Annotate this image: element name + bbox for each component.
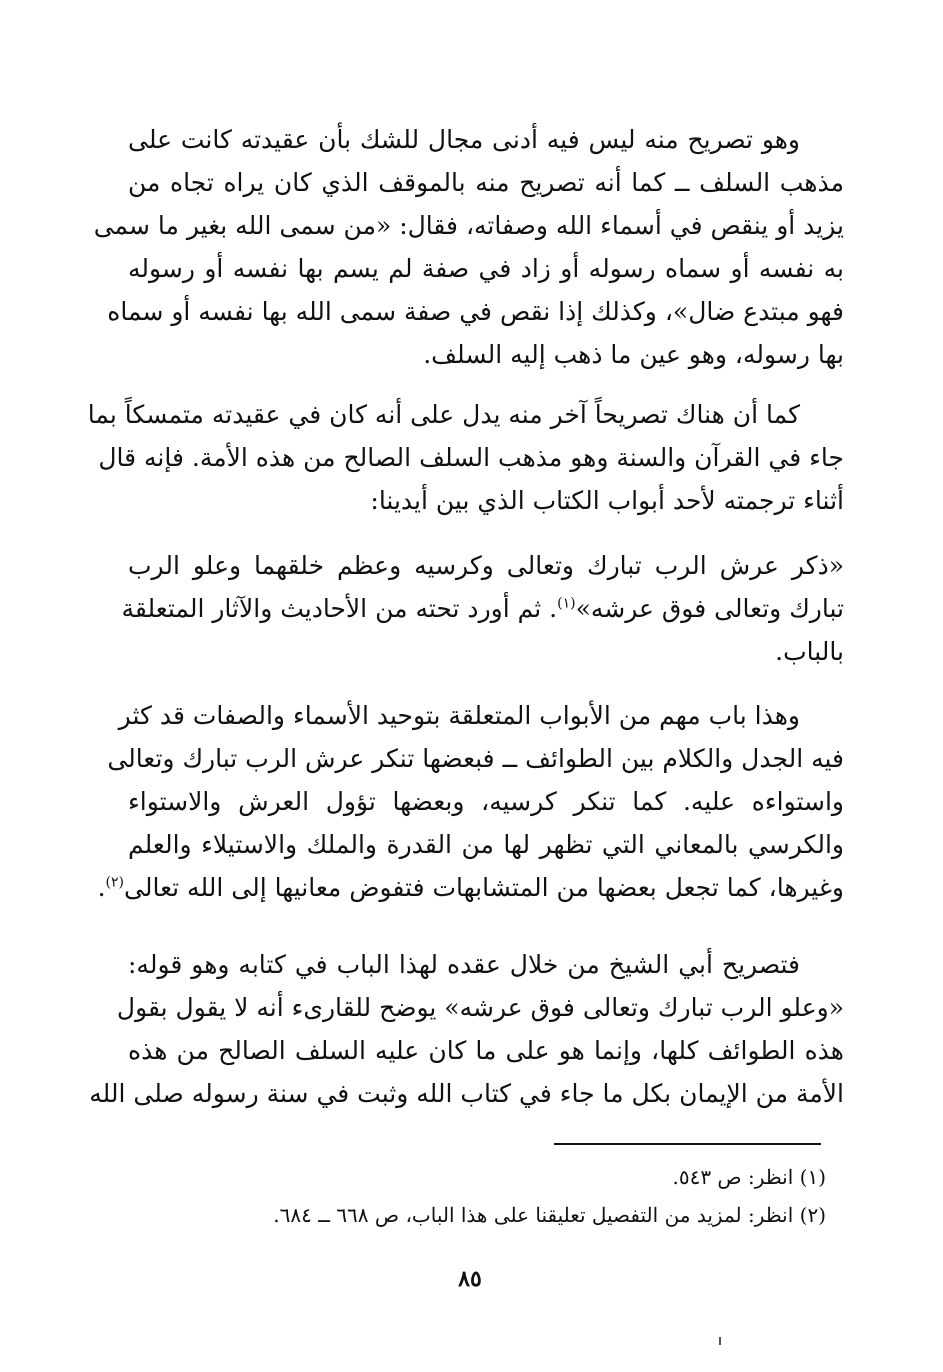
footnote-ref-2: (٢) — [105, 874, 125, 891]
paragraph-line: كما أن هناك تصريحاً آخر منه يدل على أنه كان في عقيدته متمسكاً بما — [87, 400, 800, 429]
paragraph-1 — [93, 118, 844, 376]
paragraph-2 — [87, 393, 844, 522]
paragraph-line: فهو مبتدع ضال»، وكذلك إذا نقص في صفة سمى الله بها نفسه أو سماه — [107, 297, 844, 326]
paragraph-line: واستواءه عليه. كما تنكر كرسيه، وبعضها تؤول العرش والاستواء — [128, 787, 844, 816]
paragraph-line: فتصريح أبي الشيخ من خلال عقده لهذا الباب في كتابه وهو قوله: — [128, 950, 800, 979]
paragraph-line: به نفسه أو سماه رسوله أو زاد في صفة لم يسم بها نفسه أو رسوله — [128, 254, 844, 283]
paragraph-text: . ثم أورد تحته من الأحاديث والآثار المتعلقة — [121, 594, 558, 623]
paragraph-line: والكرسي بالمعاني التي تظهر لها من القدرة والملك والاستيلاء والعلم — [128, 830, 844, 859]
page-number: ٨٥ — [458, 1266, 482, 1292]
paragraph-line: جاء في القرآن والسنة وهو مذهب السلف الصالح من هذه الأمة. فإنه قال — [98, 443, 844, 472]
quotation-line — [121, 587, 844, 630]
scan-mark — [719, 1337, 721, 1345]
paragraph-3 — [121, 544, 844, 673]
paragraph-4 — [97, 694, 844, 909]
paragraph-text: . — [97, 873, 106, 902]
footnote-ref-1: (١) — [557, 595, 576, 612]
paragraph-line: فيه الجدل والكلام بين الطوائف ــ فبعضها تنكر عرش الرب تبارك وتعالى — [107, 744, 844, 773]
quotation-text: تبارك وتعالى فوق عرشه» — [575, 594, 844, 623]
footnote-1: (١) انظر: ص ٥٤٣. — [672, 1165, 826, 1189]
paragraph-5 — [89, 943, 844, 1115]
paragraph-line: وهو تصريح منه ليس فيه أدنى مجال للشك بأن عقيدته كانت على — [128, 125, 800, 154]
quotation-line: «ذكر عرش الرب تبارك وتعالى وكرسيه وعظم خلقهما وعلو الرب — [128, 551, 844, 580]
paragraph-line: «وعلو الرب تبارك وتعالى فوق عرشه» يوضح للقارىء أنه لا يقول بقول — [116, 993, 844, 1022]
paragraph-text: وغيرها، كما تجعل بعضها من المتشابهات فتفوض معانيها إلى الله تعالى — [124, 873, 844, 902]
paragraph-line: الأمة من الإيمان بكل ما جاء في كتاب الله وثبت في سنة رسوله صلى الله — [89, 1079, 844, 1108]
paragraph-line: هذه الطوائف كلها، وإنما هو على ما كان عليه السلف الصالح من هذه — [128, 1036, 844, 1065]
paragraph-line — [97, 866, 844, 909]
paragraph-line: يزيد أو ينقص في أسماء الله وصفاته، فقال: «من سمى الله بغير ما سمى — [93, 211, 844, 240]
paragraph-line: أثناء ترجمته لأحد أبواب الكتاب الذي بين أيدينا: — [370, 486, 844, 515]
paragraph-line: وهذا باب مهم من الأبواب المتعلقة بتوحيد الأسماء والصفات قد كثر — [118, 701, 800, 730]
footnotes — [150, 1158, 826, 1234]
footnote-2: (٢) انظر: لمزيد من التفصيل تعليقنا على هذا الباب، ص ٦٦٨ ــ ٦٨٤. — [273, 1203, 826, 1227]
paragraph-line: مذهب السلف ــ كما أنه تصريح منه بالموقف الذي كان يراه تجاه من — [128, 168, 844, 197]
paragraph-line: بها رسوله، وهو عين ما ذهب إليه السلف. — [423, 340, 844, 369]
footnote-separator — [554, 1143, 821, 1145]
paragraph-line: بالباب. — [775, 637, 844, 666]
